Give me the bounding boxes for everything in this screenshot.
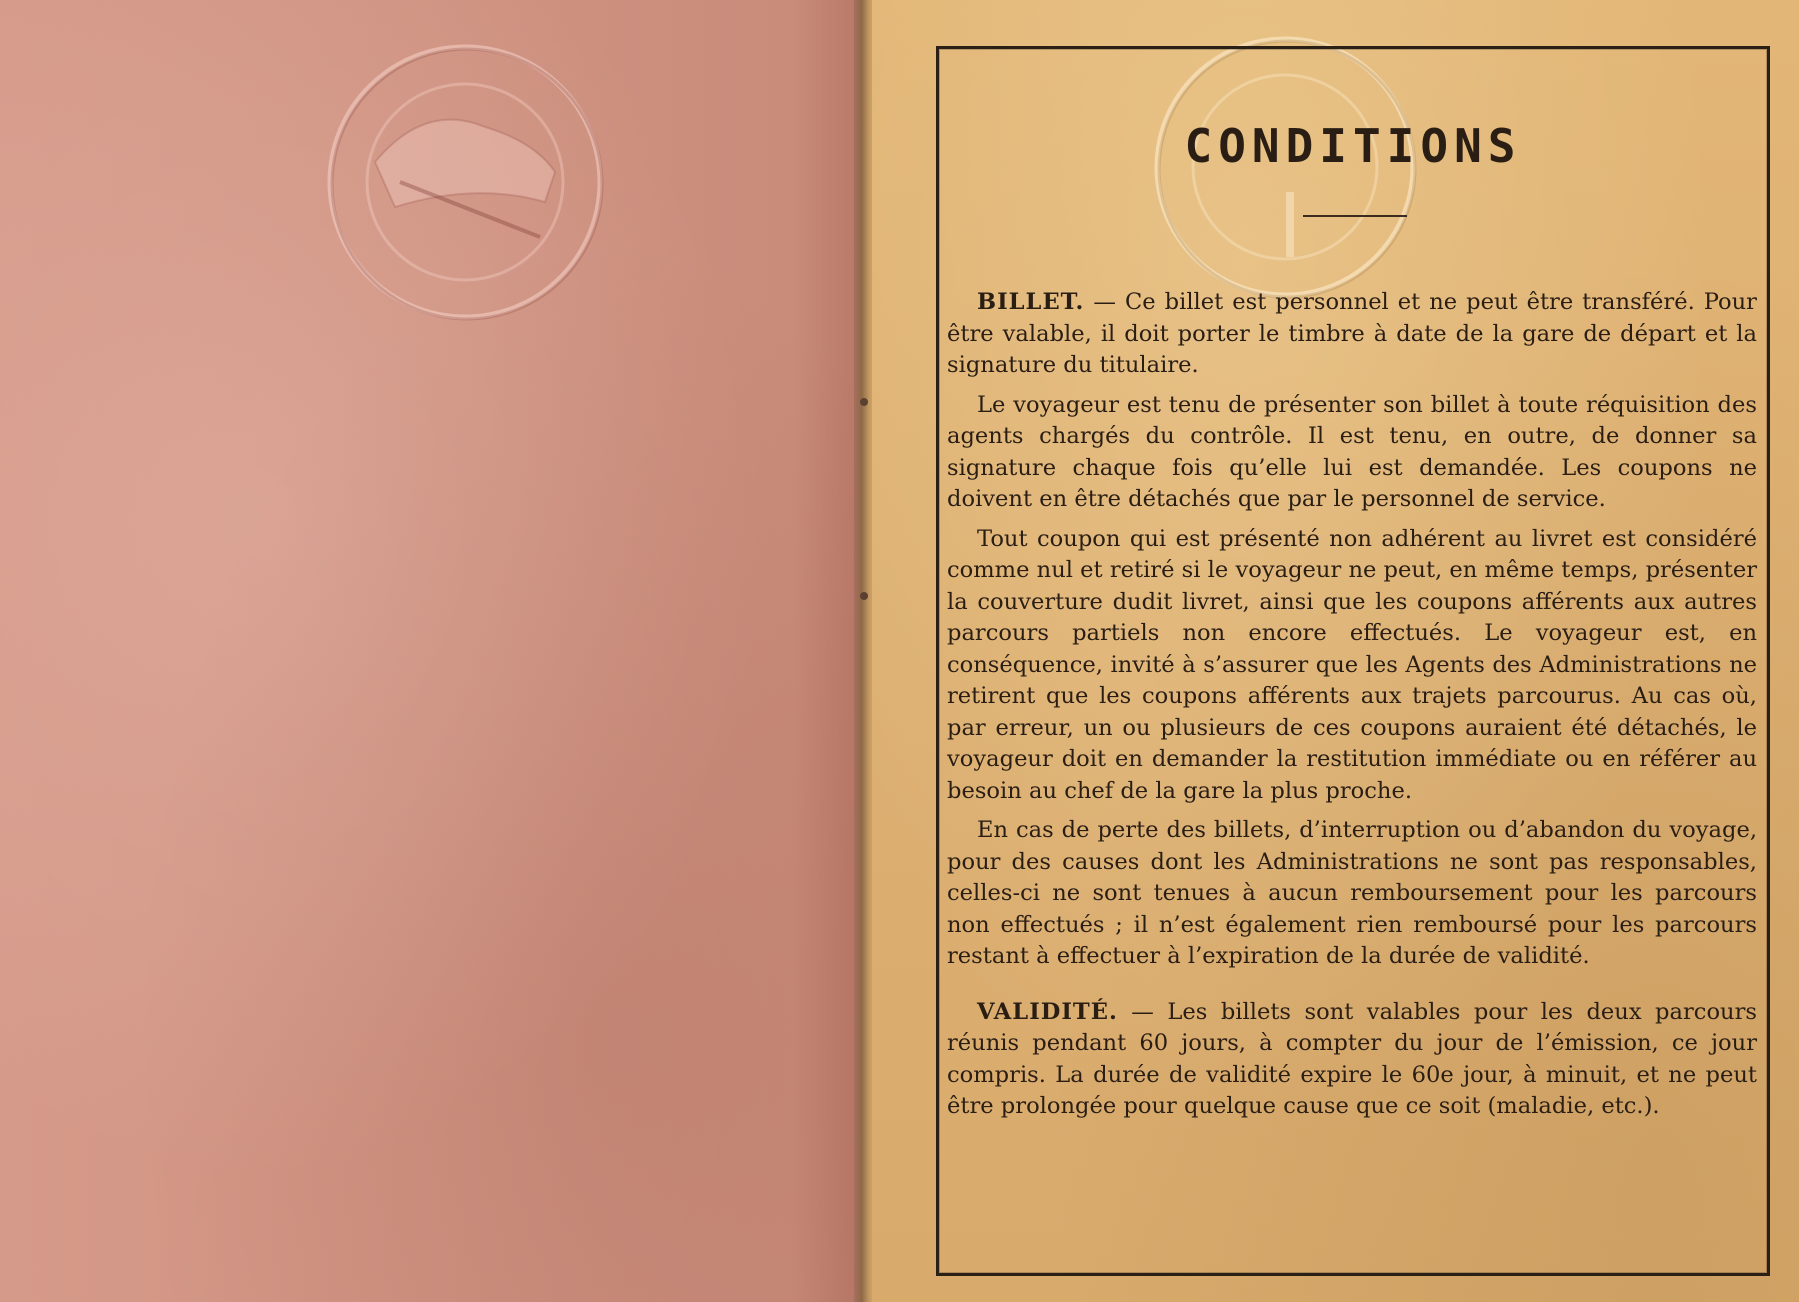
paragraph-text: Le voyageur est tenu de présenter son billet à toute réquisition des agents chargés du contrôle. Il est tenu, en outre, de donner sa signature chaque fois qu’elle lui est demandée. Les coupons ne doivent en être détachés que par le personnel de service. xyxy=(947,391,1757,512)
paragraph xyxy=(947,524,1757,808)
staple-hole xyxy=(860,398,868,406)
left-page-cover xyxy=(0,0,862,1302)
section-heading-billet: BILLET. xyxy=(977,289,1085,315)
paragraph-text: — Ce billet est personnel et ne peut être transféré. Pour être valable, il doit porter le timbre à date de la gare de départ et la signature du titulaire. xyxy=(947,289,1757,378)
paragraph-text: Tout coupon qui est présenté non adhérent au livret est considéré comme nul et retiré si le voyageur ne peut, en même temps, présenter la couverture dudit livret, ainsi que les coupons afférents aux autres parcours partiels non encore effectués. Le voyageur est, en conséquence, invité à s’assurer que les Agents des Administrations ne retirent que les coupons afférents aux trajets parcourus. Au cas où, par erreur, un ou plusieurs de ces coupons auraient été détachés, le voyageur doit en demander la restitution immédiate ou en référer au besoin au chef de la gare la plus proche. xyxy=(947,525,1757,804)
paragraph xyxy=(947,390,1757,516)
paragraph-text: — Les billets sont valables pour les deux parcours réunis pendant 60 jours, à compter du jour de l’émission, ce jour compris. La durée de validité expire le 60e jour, à minuit, et ne peut être prolongée pour quelque cause que ce soit (maladie, etc.). xyxy=(947,998,1757,1119)
paragraph-validite xyxy=(947,997,1757,1123)
page-title: CONDITIONS xyxy=(1184,119,1522,173)
staple-hole xyxy=(860,592,868,600)
conditions-frame xyxy=(936,46,1770,1276)
conditions-text xyxy=(947,287,1757,1131)
right-page-conditions xyxy=(872,0,1799,1302)
section-heading-validite: VALIDITÉ. xyxy=(977,998,1118,1025)
paragraph xyxy=(947,815,1757,973)
title-divider xyxy=(1303,215,1407,217)
paragraph-text: En cas de perte des billets, d’interruption ou d’abandon du voyage, pour des causes dont les Administrations ne sont pas responsables, celles-ci ne sont tenues à aucun remboursement pour les parcours non effectués ; il n’est également rien remboursé pour les parcours restant à effectuer à l’expiration de la durée de validité. xyxy=(947,817,1757,969)
embossed-seal-icon xyxy=(315,32,615,332)
paragraph-billet xyxy=(947,287,1757,382)
